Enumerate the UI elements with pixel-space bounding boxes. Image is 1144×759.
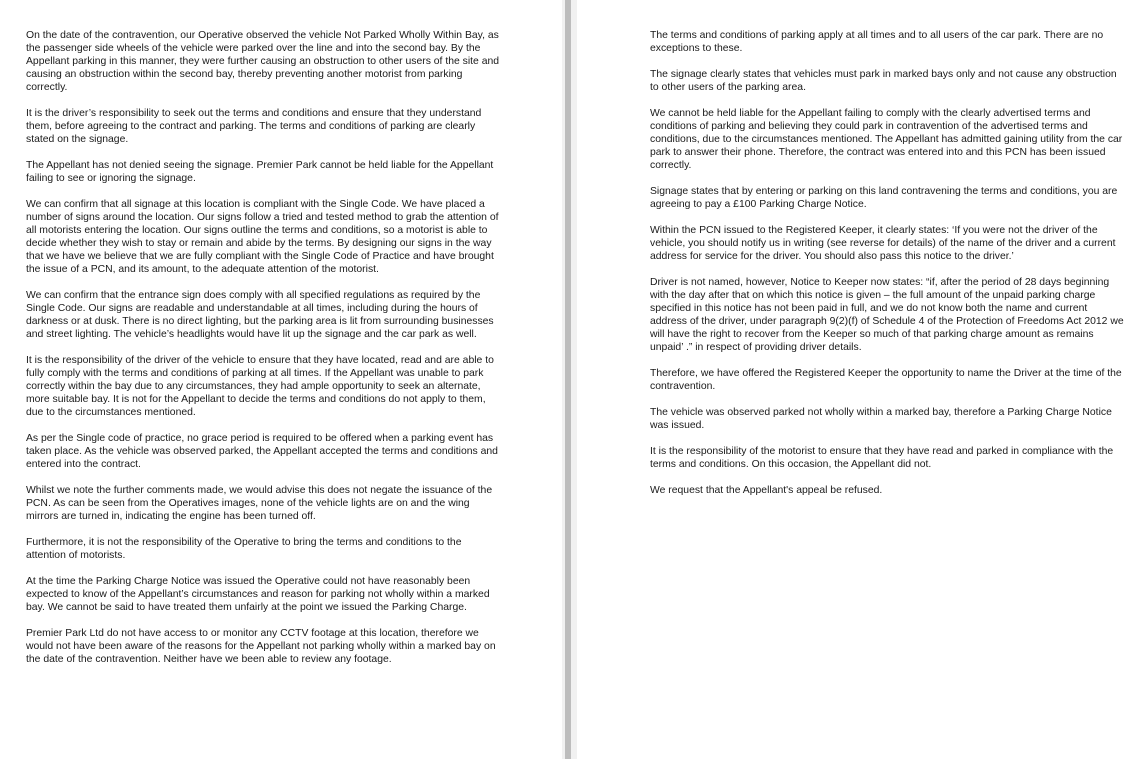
paragraph: Whilst we note the further comments made, we would advise this does not negate the issuance of the PCN. As can be seen from the Operatives images, none of the vehicle lights are on and the wing mirrors are turned in, indicating the engine has been turned off. (26, 485, 493, 522)
paragraph: Within the PCN issued to the Registered Keeper, it clearly states: ‘If you were not the driver of the vehicle, you should notify us in writing (see reverse for details) of the name of the driver and a current address for service for the driver. You should also pass this notice to the driver.’ (650, 225, 1116, 262)
document-page-right (577, 0, 1144, 759)
paragraph: We can confirm that the entrance sign does comply with all specified regulations as required by the Single Code. Our signs are readable and understandable at all times, including during the hours of darkness or at dusk. There is no direct lighting, but the parking area is lit from surrounding businesses and street lighting. The vehicle’s headlights would have lit up the signage and the car park as well. (26, 290, 494, 340)
paragraph: We cannot be held liable for the Appellant failing to comply with the clearly advertised terms and conditions of parking and believing they could park in contravention of the advertised terms and conditions, due to the circumstances mentioned. The Appellant has admitted gaining utility from the car park to answer their phone. Therefore, the contract was entered into and this PCN has been issued correctly. (650, 108, 1123, 171)
paragraph: Premier Park Ltd do not have access to or monitor any CCTV footage at this location, therefore we would not have been aware of the reasons for the Appellant not parking wholly within a marked bay on the date of the contravention. Neither have we been able to review any footage. (26, 628, 496, 665)
paragraph: It is the responsibility of the motorist to ensure that they have read and parked in compliance with the terms and conditions. On this occasion, the Appellant did not. (650, 446, 1114, 470)
page-divider (565, 0, 571, 759)
paragraph: Furthermore, it is not the responsibility of the Operative to bring the terms and conditions to the attention of motorists. (26, 537, 462, 561)
paragraph: The signage clearly states that vehicles must park in marked bays only and not cause any obstruction to other users of the parking area. (650, 69, 1117, 93)
paragraph: The Appellant has not denied seeing the signage. Premier Park cannot be held liable for the Appellant failing to see or ignoring the signage. (26, 160, 494, 184)
paragraph: The terms and conditions of parking apply at all times and to all users of the car park. There are no exceptions to these. (650, 30, 1104, 54)
paragraph: It is the driver’s responsibility to seek out the terms and conditions and ensure that they understand them, before agreeing to the contract and parking. The terms and conditions of parking are clearly stated on the signage. (26, 108, 482, 145)
paragraph: As per the Single code of practice, no grace period is required to be offered when a parking event has taken place. As the vehicle was observed parked, the Appellant accepted the terms and conditions and entered into the contract. (26, 433, 498, 470)
paragraph: We can confirm that all signage at this location is compliant with the Single Code. We have placed a number of signs around the location. Our signs follow a tried and tested method to grab the attention of all motorists entering the location. Our signs outline the terms and conditions, so a motorist is able to decide whether they wish to stay or remain and abide by the terms. By designing our signs in the way that we have we believe that we are fully compliant with the Single Code of Practice and have brought the issue of a PCN, and its amount, to the adequate attention of the motorist. (26, 199, 499, 275)
paragraph: At the time the Parking Charge Notice was issued the Operative could not have reasonably been expected to know of the Appellant’s circumstances and reason for parking not wholly within a marked bay. We cannot be said to have treated them unfairly at the point we issued the Parking Charge. (26, 576, 490, 613)
paragraph: Signage states that by entering or parking on this land contravening the terms and conditions, you are agreeing to pay a £100 Parking Charge Notice. (650, 186, 1118, 210)
paragraph: Driver is not named, however, Notice to Keeper now states: “if, after the period of 28 days beginning with the day after that on which this notice is given – the full amount of the unpaid parking charge specified in this notice has not been paid in full, and we do not know both the name and current address of the driver, under paragraph 9(2)(f) of Schedule 4 of the Protection of Freedoms Act 2012 we will have the right to recover from the Keeper so much of that parking charge amount as remains unpaid’ .” in respect of providing driver details. (650, 277, 1124, 353)
document-page-left (0, 0, 562, 759)
paragraph: Therefore, we have offered the Registered Keeper the opportunity to name the Driver at the time of the contravention. (650, 368, 1122, 392)
paragraph: On the date of the contravention, our Operative observed the vehicle Not Parked Wholly Within Bay, as the passenger side wheels of the vehicle were parked over the line and into the second bay. By the Appellant parking in this manner, they were further causing an obstruction to other users of the site and causing an obstruction within the second bay, thereby preventing another motorist from parking correctly. (26, 30, 500, 93)
paragraph: It is the responsibility of the driver of the vehicle to ensure that they have located, read and are able to fully comply with the terms and conditions of parking at all times. If the Appellant was unable to park correctly within the bay due to any circumstances, they had ample opportunity to seek an alternate, more suitable bay. It is not for the Appellant to decide the terms and conditions do not apply to them, due to the circumstances mentioned. (26, 355, 494, 418)
paragraph: The vehicle was observed parked not wholly within a marked bay, therefore a Parking Charge Notice was issued. (650, 407, 1112, 431)
paragraph: We request that the Appellant's appeal be refused. (650, 485, 883, 496)
